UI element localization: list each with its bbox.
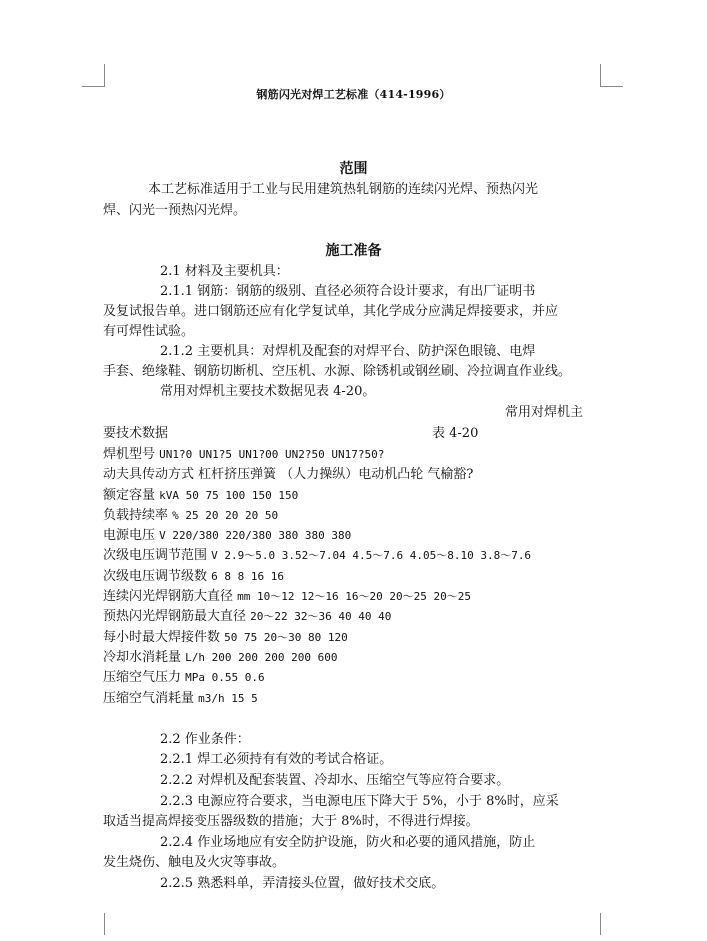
table-row xyxy=(103,587,603,607)
table-row-values: L/h 200 200 200 200 600 xyxy=(185,651,338,664)
clause-2-1-2-cont: 常用对焊机主要技术数据见表 4-20。 xyxy=(160,384,376,399)
table-row-label: 次级电压调节级数 xyxy=(103,569,208,584)
table-row-values: 50 75 20～30 80 120 xyxy=(224,631,348,644)
crop-mark-bottom-left xyxy=(82,913,105,935)
table-row-label: 压缩空气压力 xyxy=(103,670,182,685)
clause-2-2-3-cont: 取适当提高焊接变压器级数的措施；大于 8%时，不得进行焊接。 xyxy=(103,814,479,829)
table-caption: 要技术数据 xyxy=(103,426,169,441)
scope-paragraph-line: 焊、闪光一预热闪光焊。 xyxy=(103,203,247,218)
table-row-values: mm 10～12 12～16 16～20 20～25 20～25 xyxy=(237,590,471,603)
table-number: 表 4-20 xyxy=(432,426,479,441)
table-row-label: 预热闪光焊钢筋最大直径 xyxy=(103,609,247,624)
table-caption: 常用对焊机主 xyxy=(505,405,584,420)
table-row xyxy=(103,486,603,506)
table-row-label: 动夫具传动方式 杠杆挤压弹簧 （人力操纵）电动机凸轮 气榆豁? xyxy=(103,467,474,482)
section-title-preparation: 施工准备 xyxy=(325,243,382,259)
table-row xyxy=(103,567,603,587)
clause-2-2-3: 2.2.3 电源应符合要求，当电源电压下降大于 5%，小于 8%时，应采 xyxy=(160,794,559,809)
table-row xyxy=(103,628,603,648)
table-row-values: MPa 0.55 0.6 xyxy=(185,671,265,684)
table-row-values: V 2.9～5.0 3.52～7.04 4.5～7.6 4.05～8.10 3.8～7.6 xyxy=(211,549,532,562)
clause-2-1-1-cont: 及复试报告单。进口钢筋还应有化学复试单，其化学成分应满足焊接要求，并应 xyxy=(103,304,559,319)
table-row xyxy=(103,546,603,566)
table-row-values: V 220/380 220/380 380 380 380 xyxy=(159,529,352,542)
table-row-label: 连续闪光焊钢筋大直径 xyxy=(103,589,234,604)
table-row-label: 冷却水消耗量 xyxy=(103,650,182,665)
table-row xyxy=(103,689,603,709)
clause-2-2-4-cont: 发生烧伤、触电及火灾等事故。 xyxy=(103,855,286,870)
table-row xyxy=(103,465,603,485)
clause-2-1: 2.1 材料及主要机具： xyxy=(160,264,289,279)
section-title-scope: 范围 xyxy=(339,161,368,177)
table-row-label: 焊机型号 xyxy=(103,447,156,462)
table-row-label: 额定容量 xyxy=(103,488,156,503)
table-row xyxy=(103,607,603,627)
clause-2-1-1-cont: 有可焊性试验。 xyxy=(103,324,195,339)
table-row-values: % 25 20 20 20 50 xyxy=(172,509,279,522)
table-row-label: 电源电压 xyxy=(103,528,156,543)
crop-mark-top-right xyxy=(600,64,623,87)
clause-2-2-2: 2.2.2 对焊机及配套装置、冷却水、压缩空气等应符合要求。 xyxy=(160,773,510,788)
table-row-label: 每小时最大焊接件数 xyxy=(103,630,221,645)
table-row-label: 次级电压调节范围 xyxy=(103,548,208,563)
table-row xyxy=(103,526,603,546)
scope-paragraph-line: 本工艺标准适用于工业与民用建筑热轧钢筋的连续闪光焊、预热闪光 xyxy=(148,182,539,197)
table-row-values: kVA 50 75 100 150 150 xyxy=(159,489,299,502)
table-row xyxy=(103,648,603,668)
table-row-values: 20～22 32～36 40 40 40 xyxy=(250,610,392,623)
table-row-label: 压缩空气消耗量 xyxy=(103,691,195,706)
clause-2-2-5: 2.2.5 熟悉料单，弄清接头位置，做好技术交底。 xyxy=(160,876,445,891)
clause-2-1-1: 2.1.1 钢筋：钢筋的级别、直径必须符合设计要求，有出厂证明书 xyxy=(160,284,536,299)
crop-mark-top-left xyxy=(82,64,105,87)
table-row-values: UN1?0 UN1?5 UN1?00 UN2?50 UN17?50? xyxy=(159,448,385,461)
clause-2-1-2: 2.1.2 主要机具：对焊机及配套的对焊平台、防护深色眼镜、电焊 xyxy=(160,344,536,359)
table-row-label: 负载持续率 xyxy=(103,508,169,523)
clause-2-2-4: 2.2.4 作业场地应有安全防护设施，防火和必要的通风措施，防止 xyxy=(160,835,536,850)
table-row-values: m3/h 15 5 xyxy=(198,692,258,705)
table-row xyxy=(103,445,603,465)
clause-2-2: 2.2 作业条件： xyxy=(160,732,250,747)
table-row xyxy=(103,506,603,526)
table-row xyxy=(103,668,603,688)
clause-2-2-1: 2.2.1 焊工必须持有有效的考试合格证。 xyxy=(160,752,393,767)
table-row-values: 6 8 8 16 16 xyxy=(211,570,285,583)
crop-mark-bottom-right xyxy=(600,913,623,935)
document-header: 钢筋闪光对焊工艺标准（414-1996） xyxy=(256,88,451,101)
clause-2-1-2-cont: 手套、绝缘鞋、钢筋切断机、空压机、水源、除锈机或钢丝刷、冷拉调直作业线。 xyxy=(103,364,572,379)
